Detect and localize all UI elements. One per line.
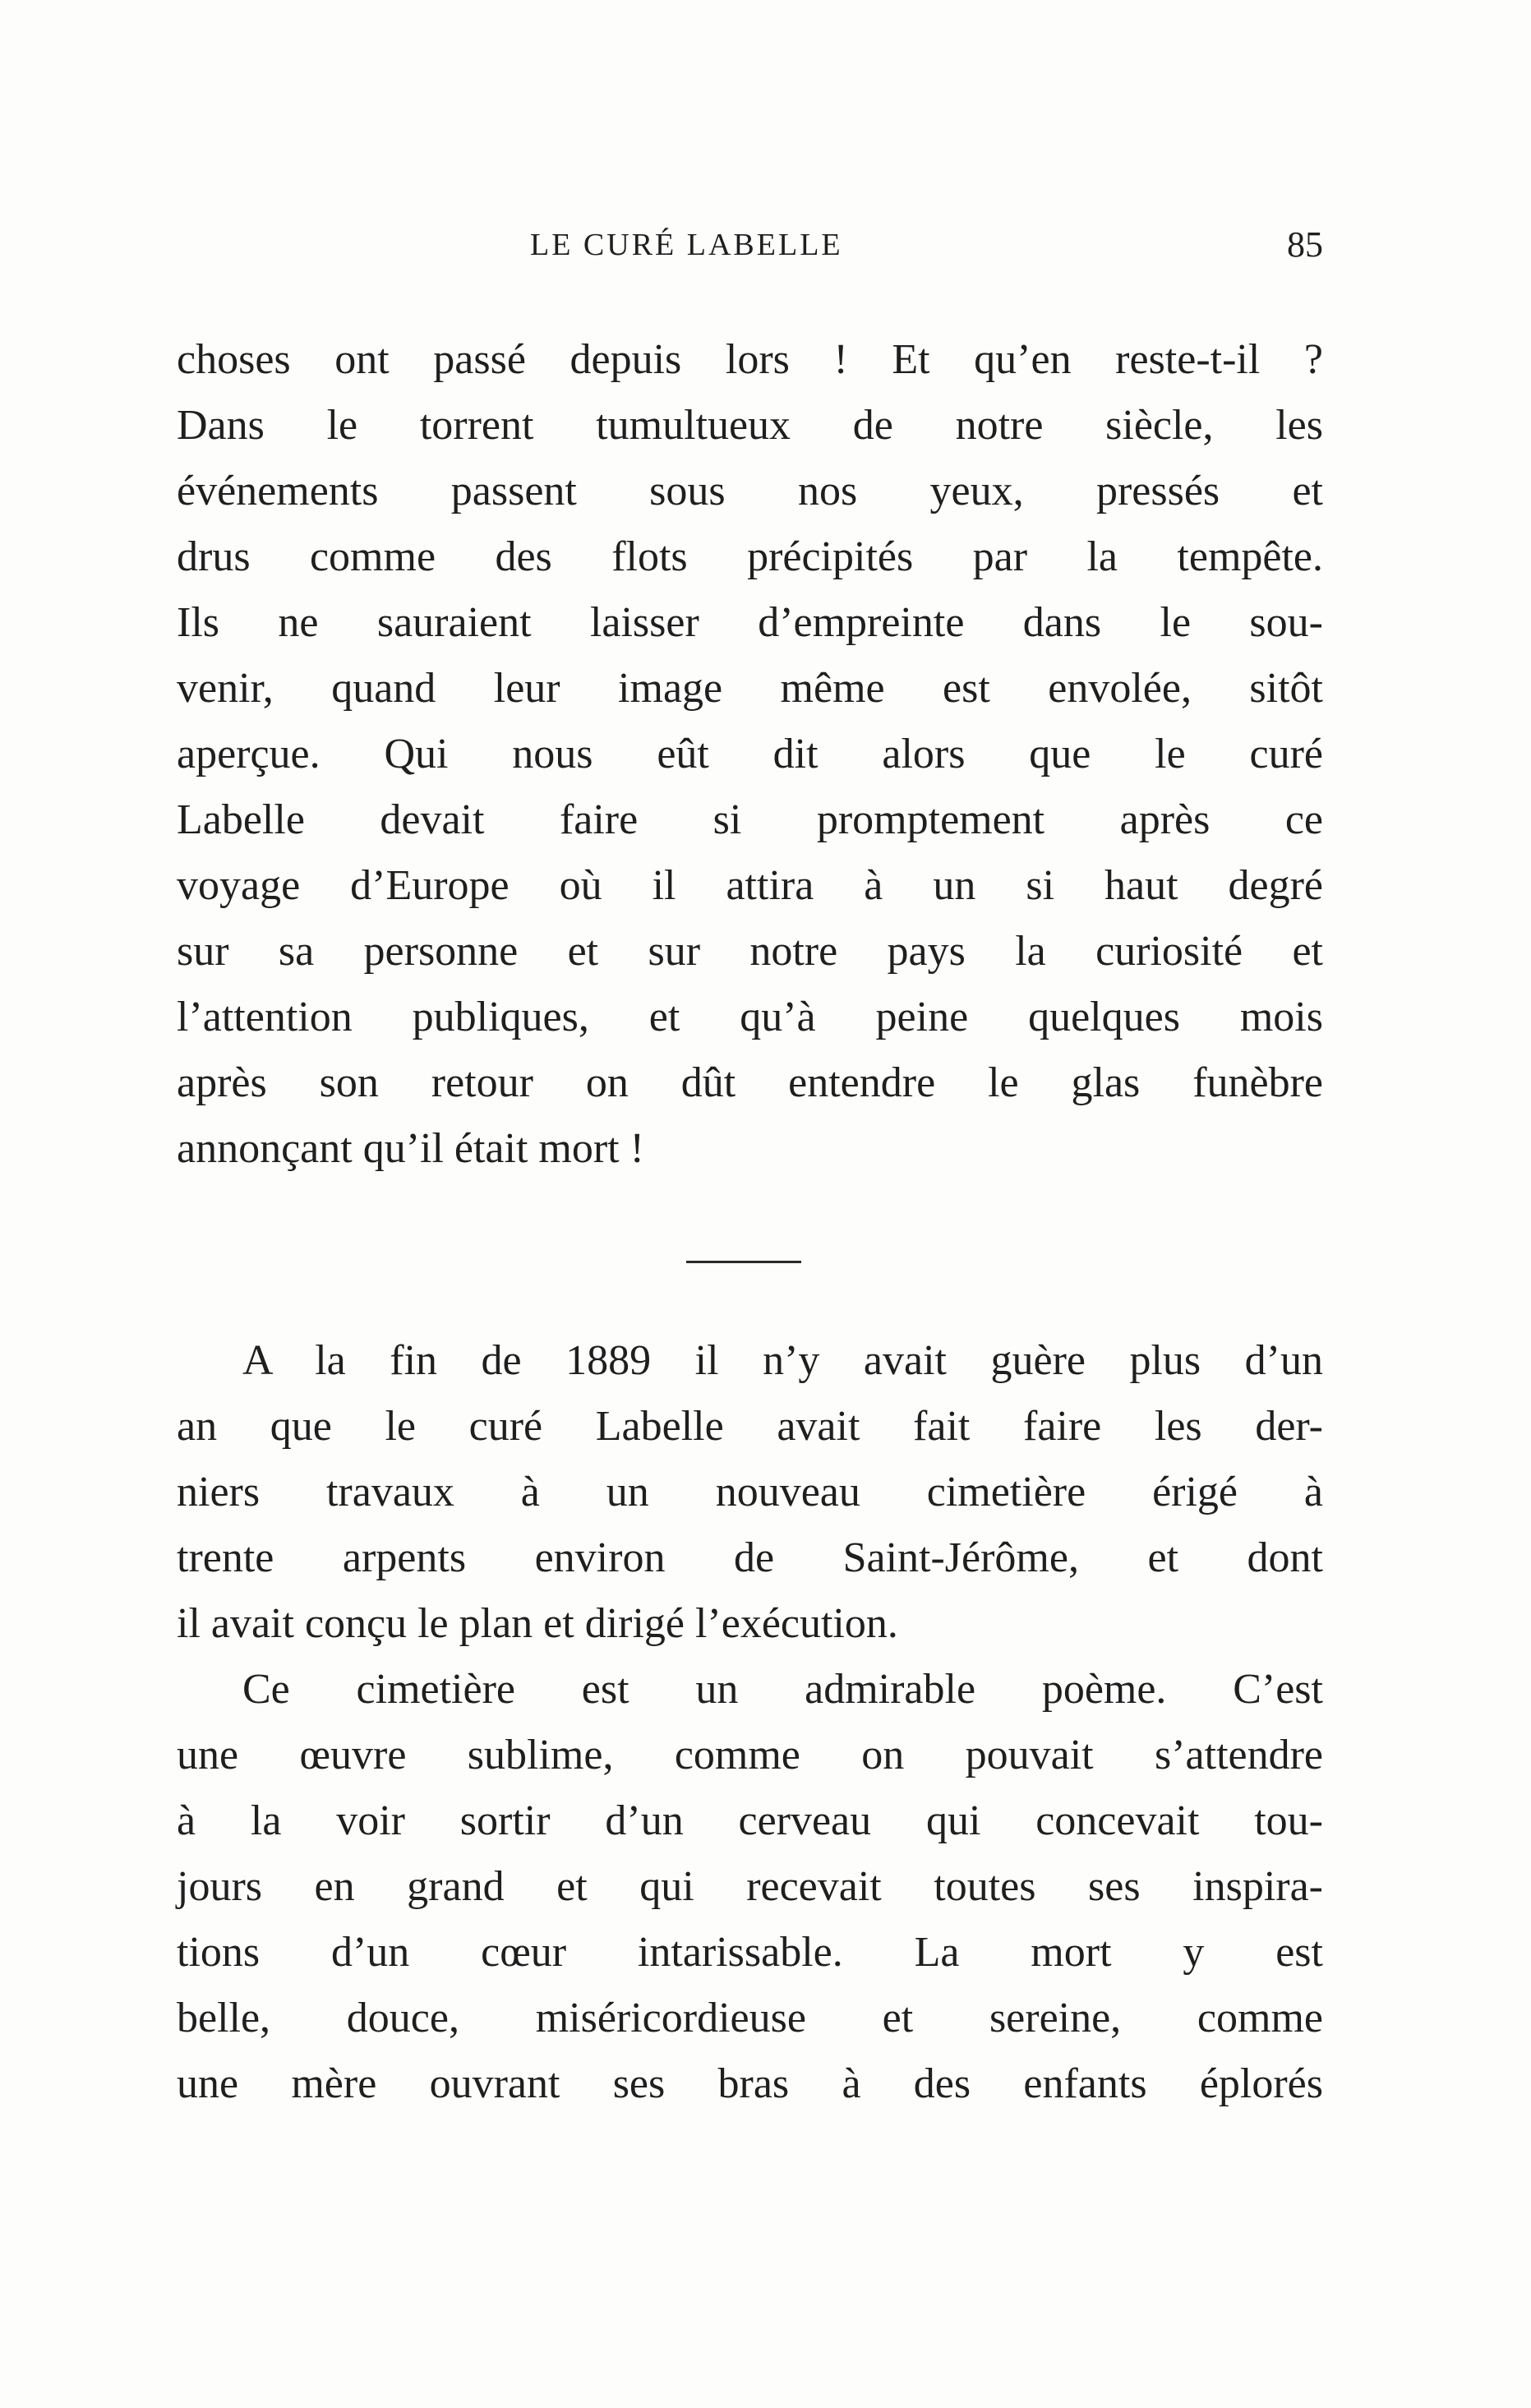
text-line: annonçant qu’il était mort !	[177, 1125, 644, 1172]
text-line: voyage d’Europe où il attira à un si haut degré	[177, 862, 1323, 909]
text-line: an que le curé Labelle avait fait faire les der-	[177, 1403, 1323, 1450]
text-line: choses ont passé depuis lors ! Et qu’en reste-t-il ?	[177, 336, 1323, 383]
text-line: venir, quand leur image même est envolée, sitôt	[177, 665, 1323, 712]
text-line: aperçue. Qui nous eût dit alors que le curé	[177, 731, 1323, 777]
running-title: LE CURÉ LABELLE	[530, 228, 843, 262]
paragraph-2	[177, 1328, 1323, 1657]
text-line: Dans le torrent tumultueux de notre siècle, les	[177, 402, 1323, 449]
text-line: Labelle devait faire si promptement après ce	[177, 796, 1323, 843]
text-line: sur sa personne et sur notre pays la curiosité et	[177, 928, 1323, 975]
paragraph-3	[177, 1657, 1323, 2117]
text-line: à la voir sortir d’un cerveau qui concevait tou-	[177, 1797, 1323, 1844]
page-number: 85	[1287, 224, 1323, 265]
text-line: une mère ouvrant ses bras à des enfants éplorés	[177, 2060, 1323, 2107]
text-line: il avait conçu le plan et dirigé l’exécution.	[177, 1600, 898, 1647]
text-line: trente arpents environ de Saint-Jérôme, et dont	[177, 1534, 1323, 1581]
page-header	[177, 220, 1323, 270]
text-line: une œuvre sublime, comme on pouvait s’attendre	[177, 1732, 1323, 1778]
text-line: A la fin de 1889 il n’y avait guère plus d’un	[242, 1337, 1323, 1384]
text-line: l’attention publiques, et qu’à peine quelques mois	[177, 994, 1323, 1040]
text-line: tions d’un cœur intarissable. La mort y est	[177, 1929, 1323, 1976]
text-line: belle, douce, miséricordieuse et sereine, comme	[177, 1995, 1323, 2041]
text-line: Ils ne sauraient laisser d’empreinte dans le sou-	[177, 599, 1323, 646]
section-separator	[686, 1261, 801, 1263]
paragraph-1	[177, 327, 1323, 1182]
text-line: Ce cimetière est un admirable poème. C’est	[242, 1666, 1323, 1713]
text-line: niers travaux à un nouveau cimetière érigé à	[177, 1469, 1323, 1515]
text-line: après son retour on dût entendre le glas funèbre	[177, 1059, 1323, 1106]
text-line: jours en grand et qui recevait toutes ses inspira-	[177, 1863, 1323, 1910]
text-line: événements passent sous nos yeux, pressés et	[177, 468, 1323, 514]
text-line: drus comme des flots précipités par la tempête.	[177, 533, 1323, 580]
